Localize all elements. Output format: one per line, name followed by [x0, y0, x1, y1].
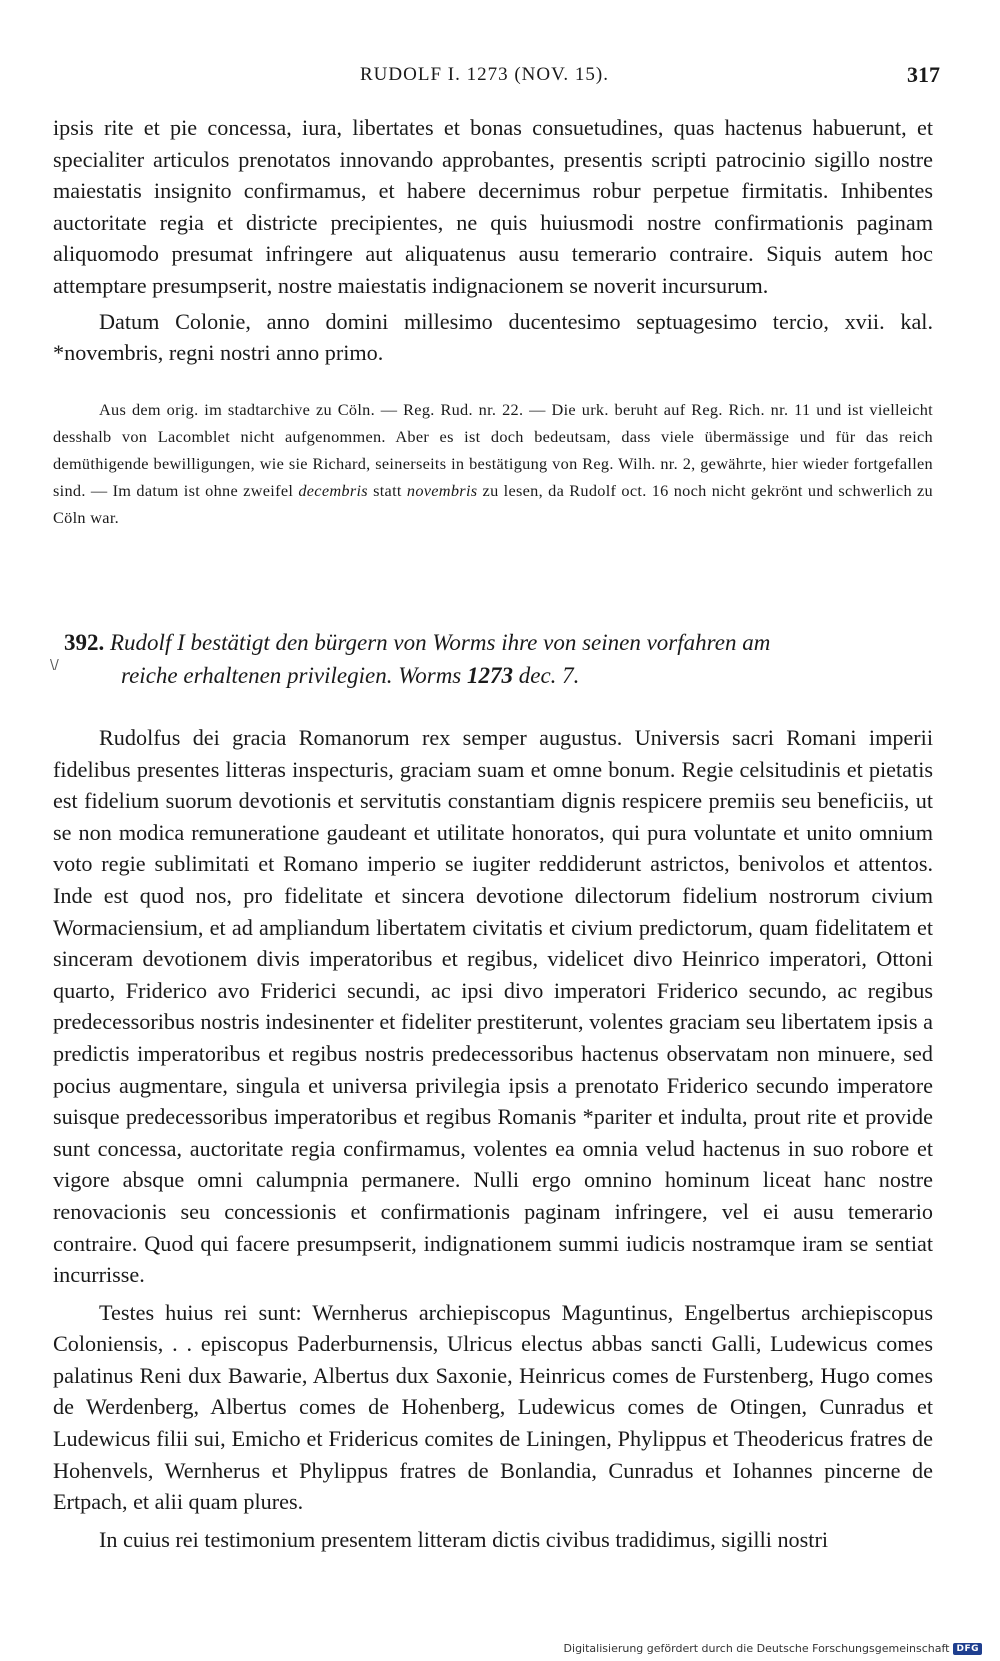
editorial-note [53, 396, 933, 531]
note-paragraph [53, 396, 933, 531]
document-number: 392. [64, 630, 105, 655]
margin-mark: \/ [50, 658, 59, 673]
dating-clause: Datum Colonie, anno domini millesimo ducentesimo septuagesimo tercio, xvii. kal. *novembris, regni nostri anno primo. [53, 308, 933, 366]
heading-line-2-text: reiche erhaltenen privilegien. Worms [121, 663, 462, 688]
note-italic-decembris: decembris [298, 481, 368, 500]
heading-line-2 [64, 659, 944, 692]
previous-document-text [53, 112, 933, 369]
page-number: 317 [907, 62, 940, 87]
document-body [53, 722, 933, 1555]
credit-text: Digitalisierung gefördert durch die Deutsche Forschungsgemeinschaft [563, 1642, 950, 1655]
note-text-1: Aus dem orig. im stadtarchive zu Cöln. — Reg. Rud. nr. 22. — Die urk. beruht auf Reg. Rich. nr. 11 und ist vielleicht desshalb von Lacomblet nicht aufgenommen. Aber es ist doch bedeutsam, dass viele übermässige und für das reich demüthigende bewilligungen, wie sie Richard, seinerseits in bestätigung von Reg. Wilh. nr. 2, gewährte, hier wieder fortgefallen sind. — Im datum ist ohne zweifel [53, 400, 933, 500]
running-head [50, 64, 940, 92]
note-text-2: statt [367, 481, 407, 500]
witness-list: Testes huius rei sunt: Wernherus archiepiscopus Maguntinus, Engelbertus archiepiscopus Coloniensis, . . episcopus Paderburnensis, Ulricus electus abbas sancti Galli, Ludewicus comes palatinus Reni dux Bawarie, Albertus dux Saxonie, Heinricus comes de Furstenberg, Hugo comes de Werdenberg, Albertus comes de Hohenberg, Ludewicus comes de Otingen, Cunradus et Ludewicus filii sui, Emicho et Fridericus comites de Liningen, Phylippus et Theodericus fratres de Hohenvels, Wernherus et Phylippus fratres de Bonlandia, Cunradus et Iohannes pincerne de Ertpach, et alii quam plures. [53, 1299, 933, 1515]
closing-paragraph: ipsis rite et pie concessa, iura, libertates et bonas consuetudines, quas hactenus habuerunt, et specialiter articulos prenotatos innovando approbantes, presentis scripti patrocinio sigillo nostre maiestatis insignito confirmamus, et habere decernimus robur perpetue firmitatis. Inhibentes auctoritate regia et districte precipientes, ne quis huiusmodi nostre confirmationis paginam aliquomodo presumat infringere aut aliquatenus ausu temerario contraire. Siquis autem hoc attemptare presumpserit, nostre maiestatis indignacionem se noverit incursurum. [53, 115, 933, 298]
dfg-logo-icon: DFG [953, 1643, 982, 1655]
note-italic-novembris: novembris [406, 481, 478, 500]
digitization-credit [564, 1642, 982, 1655]
note-text-3: zu lesen, da Rudolf oct. 16 noch nicht gekrönt und schwerlich zu Cöln war. [53, 481, 934, 527]
heading-year: 1273 [467, 663, 513, 688]
running-title: RUDOLF I. 1273 (NOV. 15). [360, 64, 609, 85]
corroboration-clause: In cuius rei testimonium presentem litteram dictis civibus tradidimus, sigilli nostri [99, 1526, 829, 1552]
document-heading [64, 626, 944, 692]
charter-text: Rudolfus dei gracia Romanorum rex semper augustus. Universis sacri Romani imperii fidelibus presentes litteras inspecturis, graciam suam et omne bonum. Regie celsitudinis et pietatis est fidelium suorum devotionis et servitutis constantiam dignis respicere premiis seu beneficiis, ut se non modica remuneratione gaudeant et utilitate honoratos, qui pura voluntate et unito omnium voto regie sublimitati et Romano imperio se iugiter reddiderunt astrictos, benivolos et attentos. Inde est quod nos, pro fidelitate et sincera devotione dilectorum fidelium nostrorum civium Wormaciensium, et ad ampliandum libertatem civitatis et civium predictorum, quam fidelitatem et sinceram devotionem divis imperatoribus et regibus, videlicet divo Heinrico imperatori, Ottoni quarto, Friderico avo Friderici secundi, ac ipsi divo imperatori Friderico secundo, ac regibus predecessoribus nostris indesinenter et fideliter prestiterunt, volentes graciam seu libertatem ipsis a predictis imperatoribus et regibus nostris predecessoribus hactenus observatam non minuere, sed pocius augmentare, singula et universa privilegia ipsis a prenotato Friderico secundo imperatore suisque predecessoribus imperatoribus et regibus Romanis *pariter et indulta, prout rite et provide sunt concessa, auctoritate regia confirmamus, volentes ea omnia velud hactenus in suo robore et vigore absque omni calumpnia permanere. Nulli ergo omnino hominum liceat hanc nostre renovacionis seu concessionis et confirmationis paginam infringere, vel ei ausu temerario contraire. Quod qui facere presumpserit, indignationem summi iudicis nostramque iram se sentiat incurrisse. [53, 725, 933, 1288]
heading-date: dec. 7. [518, 663, 580, 688]
heading-line-1: Rudolf I bestätigt den bürgern von Worms ihre von seinen vorfahren am [110, 630, 771, 655]
